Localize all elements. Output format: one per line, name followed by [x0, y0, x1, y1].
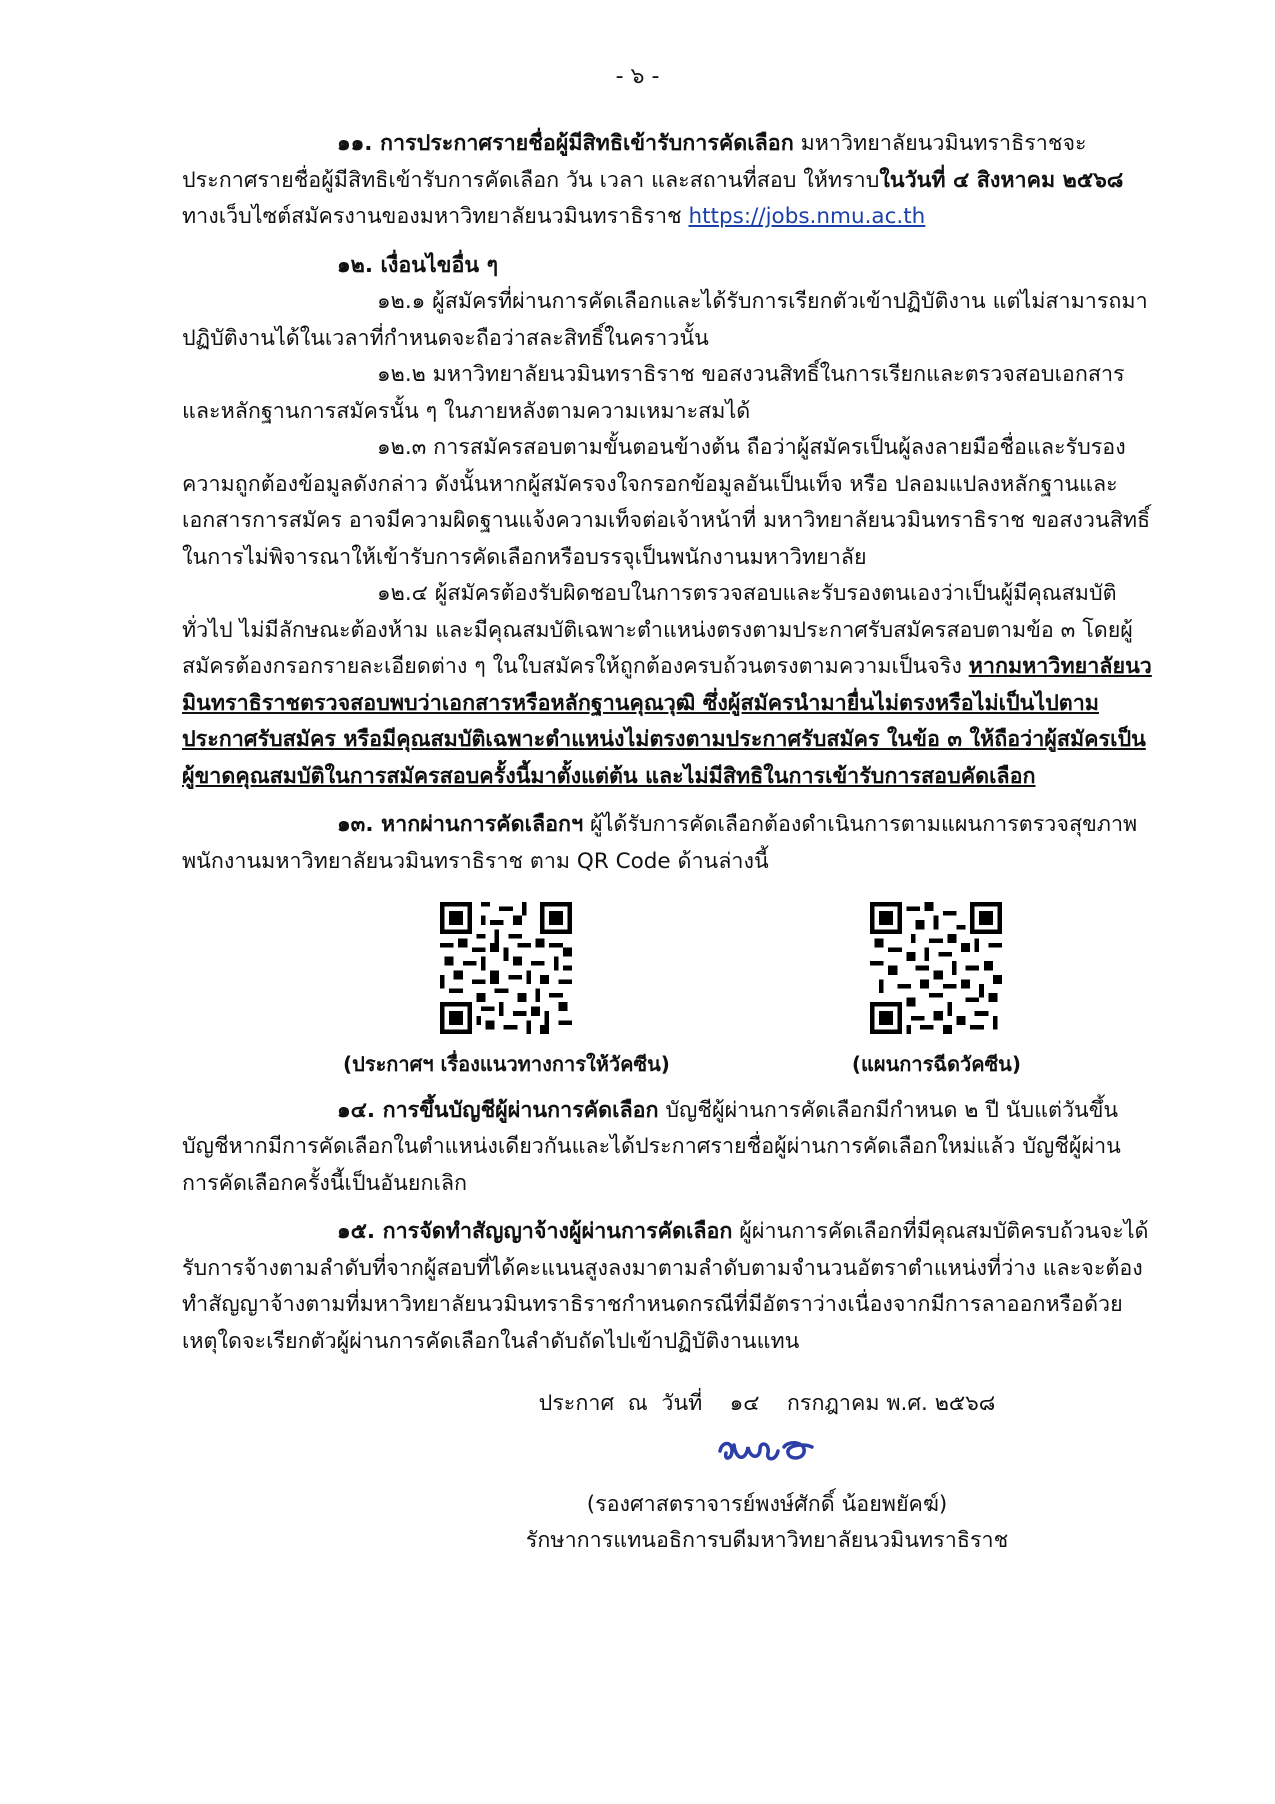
- section-13-heading: ๑๓. หากผ่านการคัดเลือกฯ: [337, 812, 584, 837]
- section-12-1: ๑๒.๑ ผู้สมัครที่ผ่านการคัดเลือกและได้รับการเรียกตัวเข้าปฏิบัติงาน แต่ไม่สามารถมาปฏิบัติงานได้ในเวลาที่กำหนดจะถือว่าสละสิทธิ์ในคราวนั้น: [182, 289, 1148, 351]
- signature-icon: [712, 1433, 822, 1473]
- section-14: [182, 1093, 1152, 1203]
- section-12-4-text: ๑๒.๔ ผู้สมัครต้องรับผิดชอบในการตรวจสอบและรับรองตนเองว่าเป็นผู้มีคุณสมบัติทั่วไป ไม่มีลักษณะต้องห้าม และมีคุณสมบัติเฉพาะตำแหน่งตรงตามประกาศรับสมัครสอบตามข้อ ๓ โดยผู้สมัครต้องกรอกรายละเอียดต่าง ๆ ในใบสมัครให้ถูกต้องครบถ้วนตรงตามความเป็นจริง: [182, 581, 1133, 679]
- section-12-2: ๑๒.๒ มหาวิทยาลัยนวมินทราธิราช ขอสงวนสิทธิ์ในการเรียกและตรวจสอบเอกสารและหลักฐานการสมัครนั้น ๆ ในภายหลังตามความเหมาะสมได้: [182, 362, 1125, 424]
- section-12-4-warning: หากมหาวิทยาลัยนวมินทราธิราชตรวจสอบพบว่าเอกสารหรือหลักฐานคุณวุฒิ ซึ่งผู้สมัครนำมายื่นไม่ตรงหรือไม่เป็นไปตามประกาศรับสมัคร หรือมีคุณสมบัติเฉพาะตำแหน่งไม่ตรงตามประกาศรับสมัคร ในข้อ ๓ ให้ถือว่าผู้สมัครเป็นผู้ขาดคุณสมบัติในการสมัครสอบครั้งนี้มาตั้งแต่ต้น และไม่มีสิทธิในการเข้ารับการสอบคัดเลือก: [182, 654, 1152, 789]
- qr-block-vaccine-guideline: [343, 902, 670, 1083]
- section-14-heading: ๑๔. การขึ้นบัญชีผู้ผ่านการคัดเลือก: [337, 1097, 659, 1123]
- signature-block: [382, 1386, 1152, 1560]
- signatory-name: (รองศาสตราจารย์พงษ์ศักดิ์ น้อยพยัคฆ์): [586, 1491, 948, 1517]
- section-14-text: บัญชีผู้ผ่านการคัดเลือกมีกำหนด ๒ ปี นับแต่วันขึ้นบัญชีหากมีการคัดเลือกในตำแหน่งเดียวกันและได้ประกาศรายชื่อผู้ผ่านการคัดเลือกใหม่แล้ว บัญชีผู้ผ่านการคัดเลือกครั้งนี้เป็นอันยกเลิก: [182, 1097, 1121, 1196]
- qr-code-icon[interactable]: [870, 902, 1002, 1034]
- section-11-text: มหาวิทยาลัยนวมินทราธิราชจะประกาศรายชื่อผู้มีสิทธิเข้ารับการคัดเลือก วัน เวลา และสถานที่สอบ ให้ทราบ: [182, 131, 1087, 193]
- qr-caption-vaccine-plan: (แผนการฉีดวัคซีน): [851, 1052, 1021, 1076]
- section-13: [182, 807, 1152, 880]
- section-12-heading: ๑๒. เงื่อนไขอื่น ๆ: [337, 252, 499, 278]
- section-12-4: [182, 576, 1152, 795]
- qr-code-row: [182, 902, 1152, 1083]
- section-12-3: ๑๒.๓ การสมัครสอบตามขั้นตอนข้างต้น ถือว่าผู้สมัครเป็นผู้ลงลายมือชื่อและรับรองความถูกต้องข้อมูลดังกล่าว ดังนั้นหากผู้สมัครจงใจกรอกข้อมูลอันเป็นเท็จ หรือ ปลอมแปลงหลักฐานและเอกสารการสมัคร อาจมีความผิดฐานแจ้งความเท็จต่อเจ้าหน้าที่ มหาวิทยาลัยนวมินทราธิราช ขอสงวนสิทธิ์ในการไม่พิจารณาให้เข้ารับการคัดเลือกหรือบรรจุเป็นพนักงานมหาวิทยาลัย: [182, 435, 1151, 570]
- section-11: [182, 126, 1152, 236]
- section-13-text: ผู้ได้รับการคัดเลือกต้องดำเนินการตามแผนการตรวจสุขภาพพนักงานมหาวิทยาลัยนวมินทราธิราช ตาม QR Code ด้านล่างนี้: [182, 812, 1138, 874]
- qr-block-vaccine-plan: [852, 902, 1021, 1083]
- page-number: - ๖ -: [615, 64, 660, 89]
- section-15-heading: ๑๕. การจัดทำสัญญาจ้างผู้ผ่านการคัดเลือก: [337, 1219, 733, 1244]
- section-11-text-2: ทางเว็บไซต์สมัครงานของมหาวิทยาลัยนวมินทราธิราช: [182, 204, 689, 229]
- section-15-text: ผู้ผ่านการคัดเลือกที่มีคุณสมบัติครบถ้วนจะได้รับการจ้างตามลำดับที่จากผู้สอบที่ได้คะแนนสูงลงมาตามลำดับตามจำนวนอัตราตำแหน่งที่ว่าง และจะต้องทำสัญญาจ้างตามที่มหาวิทยาลัยนวมินทราธิราชกำหนดกรณีที่มีอัตราว่างเนื่องจากมีการลาออกหรือด้วยเหตุใดจะเรียกตัวผู้ผ่านการคัดเลือกในลำดับถัดไปเข้าปฏิบัติงานแทน: [182, 1219, 1149, 1354]
- document-body: [182, 126, 1152, 1560]
- announcement-date: ในวันที่ ๔ สิงหาคม ๒๕๖๘: [879, 167, 1124, 193]
- announcement-date-line: ประกาศ ณ วันที่ ๑๔ กรกฎาคม พ.ศ. ๒๕๖๘: [538, 1391, 996, 1416]
- section-11-heading: ๑๑. การประกาศรายชื่อผู้มีสิทธิเข้ารับการคัดเลือก: [337, 131, 794, 156]
- qr-caption-vaccine-guideline: (ประกาศฯ เรื่องแนวทางการให้วัคซีน): [342, 1052, 670, 1076]
- section-15: [182, 1214, 1152, 1360]
- qr-code-icon[interactable]: [440, 902, 572, 1034]
- signatory-title: รักษาการแทนอธิการบดีมหาวิทยาลัยนวมินทราธิราช: [525, 1528, 1009, 1553]
- jobs-website-link[interactable]: https://jobs.nmu.ac.th: [688, 204, 926, 229]
